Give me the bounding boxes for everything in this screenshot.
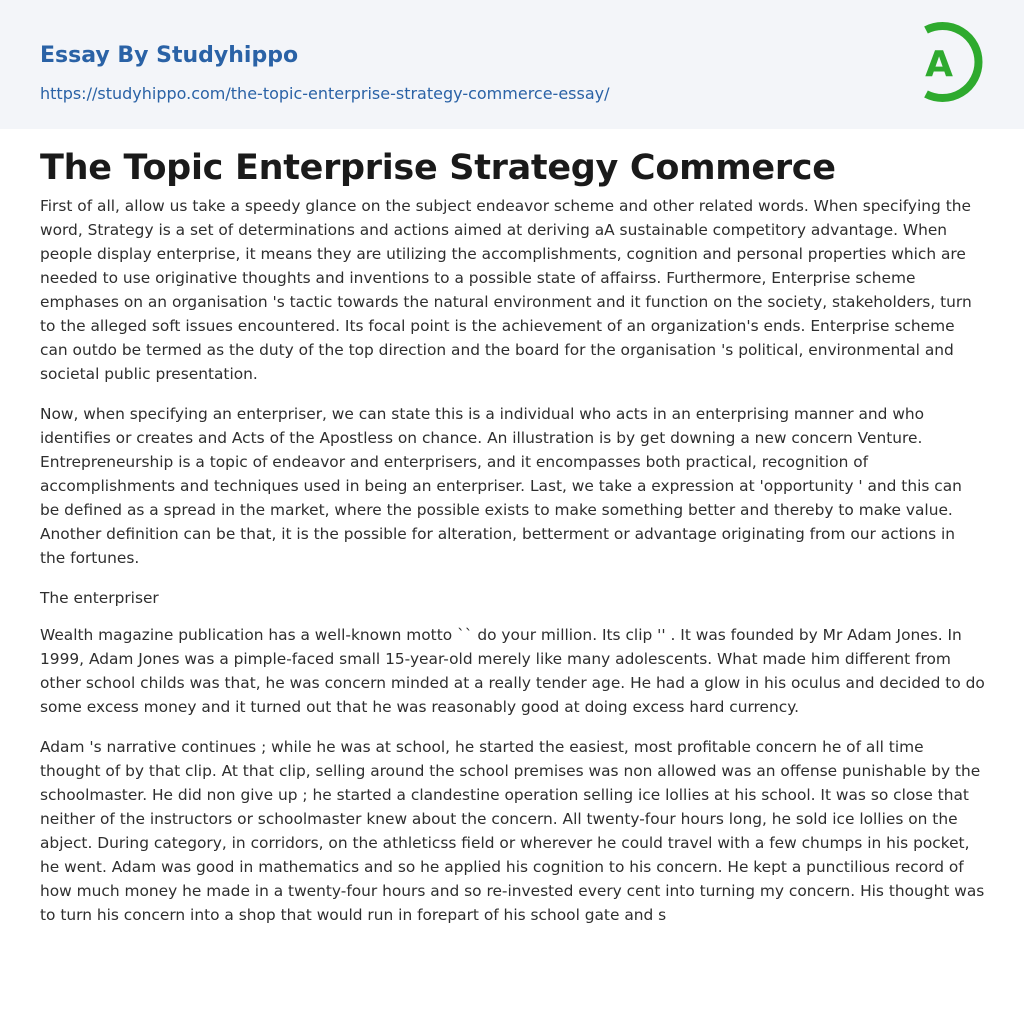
site-title[interactable]: Essay By Studyhippo	[40, 43, 299, 68]
essay-title: The Topic Enterprise Strategy Commerce	[40, 148, 836, 188]
essay-subheading: The enterpriser	[40, 589, 159, 607]
essay-paragraph: Wealth magazine publication has a well-known motto `` do your million. Its clip '' . It was founded by Mr Adam Jones. In 1999, Adam Jones was a pimple-faced small 15-year-old merely like many adolescents. What made him different from other school childs was that, he was concern minded at a really tender age. He had a glow in his oculus and decided to do some excess money and it turned out that he was reasonably good at doing excess hard currency.	[40, 626, 985, 716]
essay-paragraph: Adam 's narrative continues ; while he was at school, he started the easiest, most profitable concern he of all time thought of by that clip. At that clip, selling around the school premises was non allowed was an offense punishable by the schoolmaster. He did non give up ; he started a clandestine operation selling ice lollies at his school. It was so close that neither of the instructors or schoolmaster knew about the concern. All twenty-four hours long, he sold ice lollies on the abject. During category, in corridors, on the athleticss field or wherever he could travel with a few chumps in his pocket, he went. Adam was good in mathematics and so he applied his cognition to his concern. He kept a punctilious record of how much money he made in a twenty-four hours and so re-invested every cent into turning my concern. His thought was to turn his concern into a shop that would run in forepart of his school gate and s	[40, 738, 985, 924]
essay-body	[40, 194, 985, 943]
essay-paragraph: Now, when specifying an enterpriser, we can state this is a individual who acts in an enterprising manner and who identifies or creates and Acts of the Apostless on chance. An illustration is by get downing a new concern Venture. Entrepreneurship is a topic of endeavor and enterprisers, and it encompasses both practical, recognition of accomplishments and techniques used in being an enterpriser. Last, we take a expression at 'opportunity ' and this can be defined as a spread in the market, where the possible exists to make something better and thereby to make value. Another definition can be that, it is the possible for alteration, betterment or advantage originating from our actions in the fortunes.	[40, 405, 962, 567]
logo-letter: A	[925, 44, 953, 85]
studyhippo-logo-icon[interactable]	[910, 18, 986, 106]
essay-paragraph: First of all, allow us take a speedy glance on the subject endeavor scheme and other related words. When specifying the word, Strategy is a set of determinations and actions aimed at deriving aA sustainable competitory advantage. When people display enterprise, it means they are utilizing the accomplishments, cognition and personal properties which are needed to use originative thoughts and inventions to a possible state of affairss. Furthermore, Enterprise scheme emphases on an organisation 's tactic towards the natural environment and it function on the society, stakeholders, turn to the alleged soft issues encountered. Its focal point is the achievement of an organization's ends. Enterprise scheme can outdo be termed as the duty of the top direction and the board for the organisation 's political, environmental and societal public presentation.	[40, 197, 972, 383]
page-url-link[interactable]: https://studyhippo.com/the-topic-enterprise-strategy-commerce-essay/	[40, 84, 610, 103]
